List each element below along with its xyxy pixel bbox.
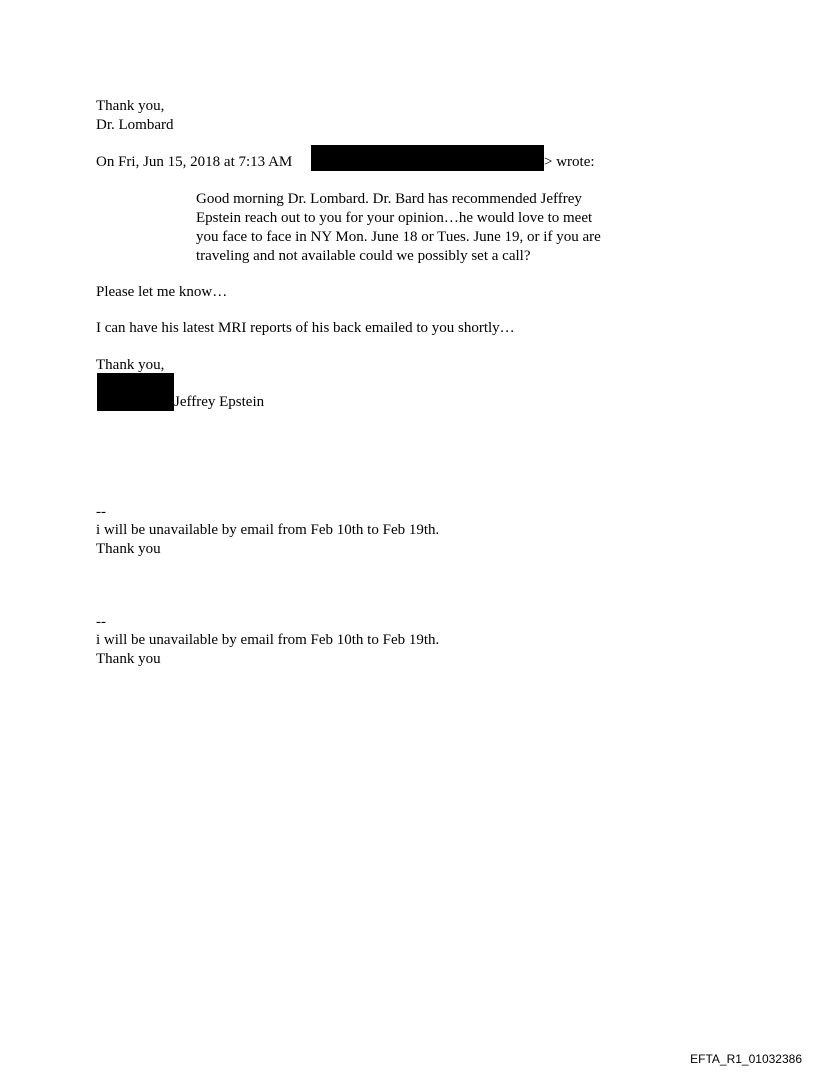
footer-dashes: --	[96, 504, 106, 520]
footer-unavailable-line: i will be unavailable by email from Feb 10th to Feb 19th.	[96, 522, 440, 538]
quoted-line: Epstein reach out to you for your opinion…he would love to meet	[196, 210, 593, 226]
quoted-line: Good morning Dr. Lombard. Dr. Bard has recommended Jeffrey	[196, 191, 582, 207]
quoted-line: traveling and not available could we possibly set a call?	[196, 248, 531, 264]
signature-name: Jeffrey Epstein	[174, 394, 265, 410]
reply-header-prefix: On Fri, Jun 15, 2018 at 7:13 AM	[96, 154, 293, 170]
footer-thank-you: Thank you	[96, 651, 161, 667]
footer-unavailable-line: i will be unavailable by email from Feb 10th to Feb 19th.	[96, 632, 440, 648]
mri-note-line: I can have his latest MRI reports of his back emailed to you shortly…	[96, 320, 515, 336]
let-me-know-line: Please let me know…	[96, 284, 228, 300]
footer-thank-you: Thank you	[96, 541, 161, 557]
body-thanks: Thank you,	[96, 357, 165, 373]
quoted-message	[196, 190, 656, 266]
quoted-line: you face to face in NY Mon. June 18 or Tues. June 19, or if you are	[196, 229, 601, 245]
closing-thanks: Thank you,	[96, 98, 165, 114]
closing-name: Dr. Lombard	[96, 117, 174, 133]
redaction-bar	[97, 373, 174, 411]
redaction-bar	[311, 145, 544, 171]
document-id: EFTA_R1_01032386	[690, 1052, 802, 1066]
footer-dashes: --	[96, 614, 106, 630]
reply-header-suffix: > wrote:	[544, 154, 595, 170]
